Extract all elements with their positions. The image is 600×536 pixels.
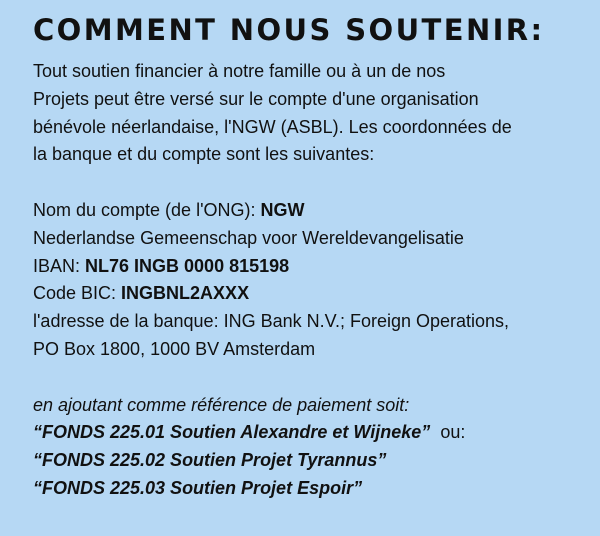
organisation-full-name: Nederlandse Gemeenschap voor Wereldevangelisatie (33, 227, 464, 248)
payment-reference-1: “FONDS 225.01 Soutien Alexandre et Wijneke” (33, 422, 431, 443)
page-title: COMMENT NOUS SOUTENIR: (33, 13, 545, 47)
payment-reference-2: “FONDS 225.02 Soutien Projet Tyrannus” (33, 450, 387, 471)
iban-row (33, 253, 593, 281)
bic-value: INGBNL2AXXX (121, 283, 250, 304)
payment-reference-1-row (33, 419, 593, 447)
payment-reference-or: ou: (440, 422, 466, 443)
bic-row (33, 280, 593, 308)
account-name-value: NGW (260, 199, 305, 220)
payment-reference-intro: en ajoutant comme référence de paiement soit: (33, 394, 410, 415)
bank-address-line-2: PO Box 1800, 1000 BV Amsterdam (33, 338, 316, 359)
iban-value: NL76 INGB 0000 815198 (85, 255, 290, 276)
intro-line-1: Tout soutien financier à notre famille ou à un de nos (33, 61, 446, 81)
spacer (33, 364, 593, 392)
intro-line-4: la banque et du compte sont les suivantes: (33, 144, 375, 165)
account-name-row (33, 197, 593, 225)
bic-label: Code BIC: (33, 283, 122, 304)
iban-label: IBAN: (33, 255, 86, 276)
account-name-label: Nom du compte (de l'ONG): (33, 199, 261, 220)
intro-line-3: bénévole néerlandaise, l'NGW (ASBL). Les coordonnées de (33, 116, 512, 137)
payment-reference-3: “FONDS 225.03 Soutien Projet Espoir” (33, 477, 363, 498)
intro-line-2: Projets peut être versé sur le compte d'une organisation (33, 88, 479, 109)
bank-address-line-1: l'adresse de la banque: ING Bank N.V.; Foreign Operations, (33, 311, 510, 332)
spacer (33, 169, 593, 197)
support-info-text (33, 58, 593, 503)
